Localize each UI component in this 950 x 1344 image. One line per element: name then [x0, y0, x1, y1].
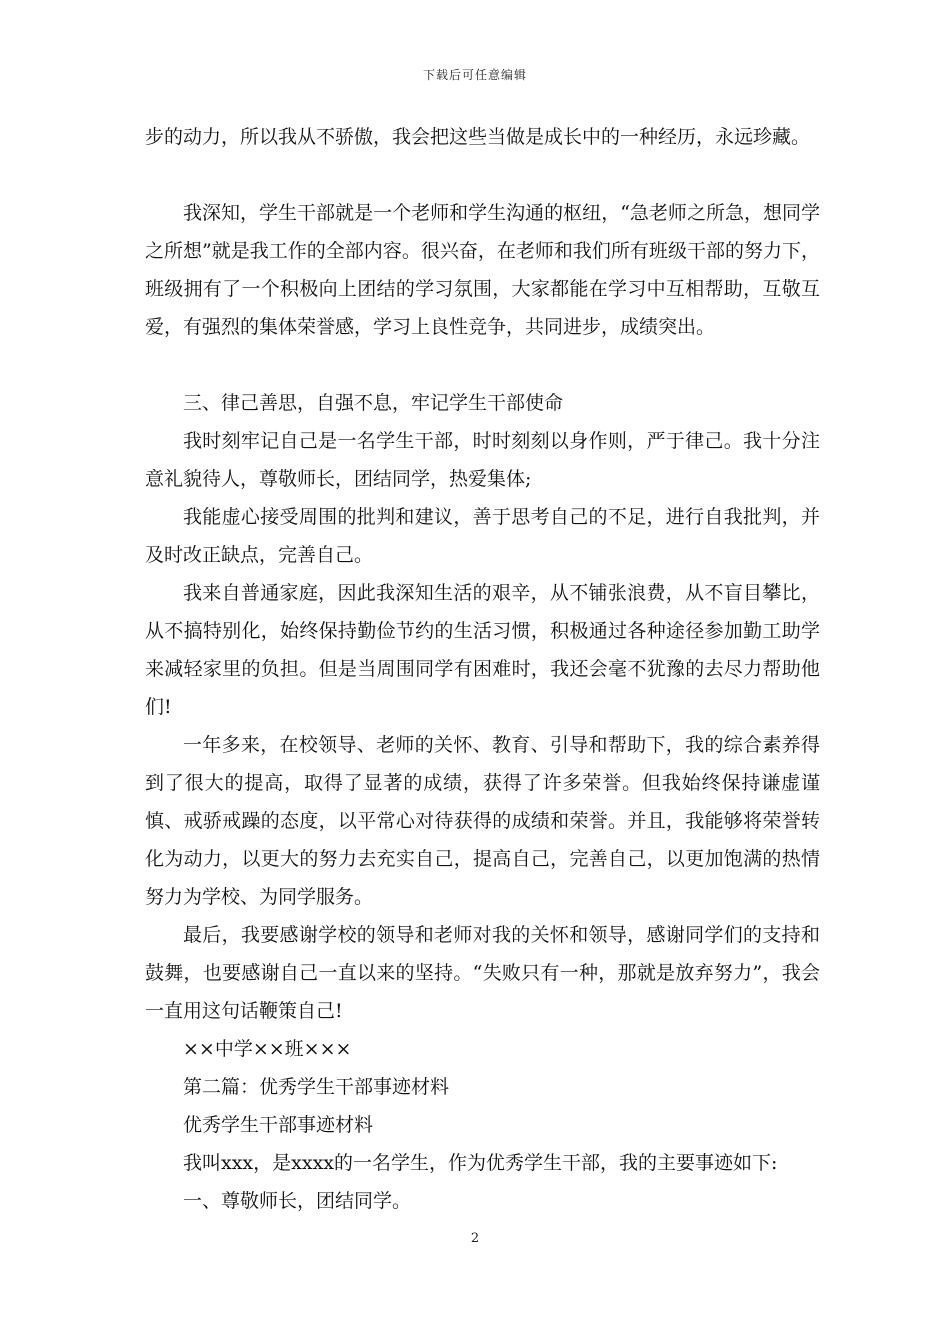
- document-title: 优秀学生干部事迹材料: [183, 1114, 374, 1136]
- document-body: [145, 118, 820, 1220]
- section-heading: 三、律己善思，自强不息，牢记学生干部使命: [183, 392, 564, 414]
- paragraph-spacer: [145, 346, 820, 384]
- paragraph: 步的动力，所以我从不骄傲，我会把这些当做是成长中的一种经历，永远珍藏。: [145, 126, 811, 148]
- paragraph: 我时刻牢记自己是一名学生干部，时时刻刻以身作则，严于律己。我十分注意礼貌待人，尊敬师长，团结同学，热爱集体;: [145, 430, 820, 490]
- chapter-title: 第二篇：优秀学生干部事迹材料: [183, 1076, 450, 1098]
- page-header: 下载后可任意编辑: [422, 68, 527, 82]
- paragraph: 最后，我要感谢学校的领导和老师对我的关怀和领导，感谢同学们的支持和鼓舞，也要感谢自己一直以来的坚持。“失败只有一种，那就是放弃努力”，我会一直用这句话鞭策自己!: [145, 924, 820, 1022]
- section-heading: 一、尊敬师长，团结同学。: [183, 1190, 412, 1212]
- paragraph-spacer: [145, 156, 820, 194]
- paragraph: 我叫xxx，是xxxx的一名学生，作为优秀学生干部，我的主要事迹如下:: [183, 1152, 778, 1174]
- signature-line: ××中学××班×××: [183, 1038, 352, 1060]
- page-number: 2: [470, 1231, 480, 1246]
- paragraph: 一年多来，在校领导、老师的关怀、教育、引导和帮助下，我的综合素养得到了很大的提高，取得了显著的成绩，获得了许多荣誉。但我始终保持谦虚谨慎、戒骄戒躁的态度，以平常心对待获得的成绩和荣誉。并且，我能够将荣誉转化为动力，以更大的努力去充实自己，提高自己，完善自己，以更加饱满的热情努力为学校、为同学服务。: [145, 734, 820, 908]
- paragraph: 我深知，学生干部就是一个老师和学生沟通的枢纽，“急老师之所急，想同学之所想”就是我工作的全部内容。很兴奋，在老师和我们所有班级干部的努力下，班级拥有了一个积极向上团结的学习氛围，大家都能在学习中互相帮助，互敬互爱，有强烈的集体荣誉感，学习上良性竞争，共同进步，成绩突出。: [145, 202, 820, 338]
- paragraph: 我能虚心接受周围的批判和建议，善于思考自己的不足，进行自我批判，并及时改正缺点，完善自己。: [145, 506, 820, 566]
- paragraph: 我来自普通家庭，因此我深知生活的艰辛，从不铺张浪费，从不盲目攀比，从不搞特别化，始终保持勤俭节约的生活习惯，积极通过各种途径参加勤工助学来减轻家里的负担。但是当周围同学有困难时，我还会毫不犹豫的去尽力帮助他们!: [145, 582, 820, 718]
